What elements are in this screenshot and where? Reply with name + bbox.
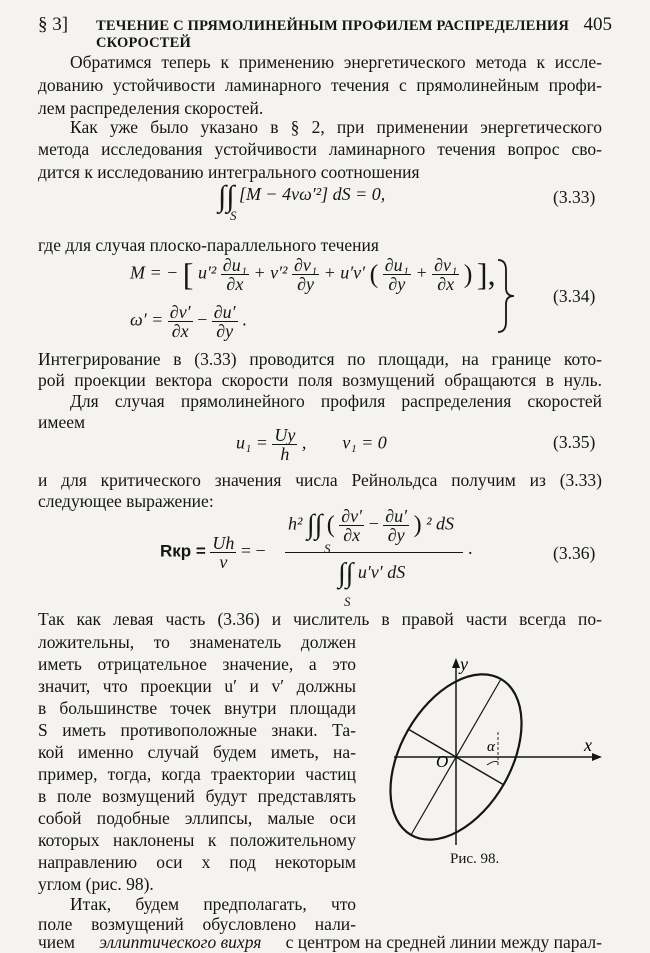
denominator: ∂x: [437, 274, 455, 294]
equation-number: (3.33): [553, 187, 596, 207]
term: + u′v′: [323, 262, 370, 283]
term: + v′²: [253, 262, 292, 283]
equation-3-33: [218, 178, 385, 228]
equation-3-36-denominator: [338, 558, 406, 609]
fraction: [212, 303, 238, 340]
numerator: ∂v₁: [293, 255, 318, 275]
text-line: S иметь противоположные знаки. Та-: [38, 720, 356, 740]
text-line: собой подобные эллипсы, малые оси: [38, 808, 356, 828]
text-line: лем распределения скоростей.: [38, 98, 264, 118]
fraction-bar: [285, 552, 463, 553]
denominator: ∂x: [226, 274, 244, 294]
fraction: [210, 534, 236, 571]
equation-3-34-omega: [130, 303, 247, 340]
text-line: кой именно случай будем иметь, на-: [38, 742, 356, 762]
denominator: ν: [219, 552, 228, 572]
bracket: [: [182, 256, 194, 292]
numerator: ∂u′: [213, 302, 236, 322]
text-line: дованию устойчивости ламинарного течения с прямолинейным профи-: [38, 75, 602, 95]
numerator: ∂v′: [169, 302, 191, 322]
denominator: ∂x: [171, 321, 189, 341]
text-line: значит, что проекции u′ и v′ должны: [38, 676, 356, 696]
label-origin: O: [436, 752, 449, 771]
fraction: [221, 256, 249, 293]
text-line: Интегрирование в (3.33) проводится по площади, на границе кото-: [38, 349, 602, 369]
term: u′²: [197, 262, 221, 283]
text-line: метода исследования устойчивости ламинарного течения вопрос сво-: [38, 139, 602, 159]
lhs: Rкр =: [160, 541, 206, 561]
text-line: Для случая прямолинейного профиля распределения скоростей: [70, 391, 602, 411]
integral-subscript: S: [230, 208, 237, 223]
operator: −: [197, 309, 212, 330]
text-line: рой проекции вектора скорости поля возмущений обращаются в нуль.: [38, 370, 602, 390]
italic-term: эллиптического вихря: [99, 932, 262, 952]
fraction: [292, 256, 319, 293]
numerator: ∂u′: [385, 506, 408, 526]
text-line: которых наклонены к положительному: [38, 830, 356, 850]
integrand: [M − 4νω′²] dS = 0,: [238, 184, 386, 204]
denominator: ∂y: [216, 321, 234, 341]
text-line: в поле возмущений будут представлять: [38, 786, 356, 806]
fraction: [432, 256, 459, 293]
paren: ): [463, 259, 473, 289]
text-line: Итак, будем предполагать, что: [70, 894, 356, 914]
label-x: x: [584, 735, 592, 755]
numerator: ∂v₁: [434, 255, 458, 275]
equation-3-35: [236, 426, 387, 463]
text-line: ложительны, то знаменатель должен: [38, 632, 356, 652]
integral-subscript: S: [324, 541, 331, 556]
text-line: Обратимся теперь к применению энергетического метода к иссле-: [70, 52, 602, 72]
paren: ): [413, 512, 422, 538]
double-integral-sign: ∫∫: [338, 558, 354, 589]
double-integral-sign: ∫∫: [218, 180, 235, 213]
period: .: [242, 309, 247, 330]
denominator: ∂y: [388, 274, 406, 294]
running-title: ТЕЧЕНИЕ С ПРЯМОЛИНЕЙНЫМ ПРОФИЛЕМ РАСПРЕДЕЛЕНИЯ СКОРОСТЕЙ: [96, 18, 570, 51]
operator: −: [368, 513, 384, 534]
alpha-arc: [487, 761, 498, 765]
numerator: ∂u₁: [222, 255, 247, 275]
text-line: иметь отрицательное значение, а это: [38, 654, 356, 674]
text-line: пример, тогда, когда траектории частиц: [38, 764, 356, 784]
text-line: углом (рис. 98).: [38, 874, 154, 894]
double-integral-sign: ∫∫: [306, 509, 323, 541]
numerator: ∂u₁: [384, 255, 409, 275]
equation-3-34-M: [130, 256, 496, 293]
h-squared: h²: [288, 513, 303, 534]
denominator: ∂y: [297, 274, 314, 294]
numerator: Uh: [212, 533, 235, 553]
equation-number: (3.35): [553, 432, 596, 452]
fraction: [168, 303, 193, 340]
text-line: поле возмущений обусловлено нали-: [38, 914, 356, 934]
label-y: y: [460, 654, 468, 674]
text-line: где для случая плоско-параллельного течения: [38, 235, 379, 255]
denominator: ∂y: [387, 525, 405, 545]
equation-3-36-numerator: [288, 506, 454, 556]
fraction: [383, 256, 411, 293]
v-part: , v₁ = 0: [301, 432, 387, 453]
running-header: [38, 14, 612, 51]
bracket-end: ],: [476, 256, 496, 292]
denominator: ∂x: [343, 525, 361, 545]
tail: ² dS: [426, 513, 454, 534]
x-arrow: [592, 753, 602, 761]
equation-3-36-lhs: [160, 534, 266, 571]
y-arrow: [452, 658, 460, 668]
figure-98: [370, 650, 610, 875]
text-span: чием: [38, 932, 80, 952]
text-line: следующее выражение:: [38, 491, 214, 511]
text-line: Так как левая часть (3.36) и числитель в правой части всегда по-: [38, 609, 602, 629]
page-number: 405: [583, 14, 612, 35]
text-line: в большинстве точек внутри площади: [38, 698, 356, 718]
section-ref: § 3]: [38, 14, 69, 35]
paren: (: [326, 512, 335, 538]
period: .: [468, 538, 473, 558]
integral-subscript: S: [344, 594, 351, 609]
right-brace: [495, 258, 517, 334]
fraction: [383, 507, 409, 544]
equation-number: (3.34): [553, 286, 596, 306]
numerator: ∂v′: [341, 506, 363, 526]
numerator: Uy: [274, 425, 296, 445]
text-line: имеем: [38, 412, 86, 432]
operator: = −: [240, 540, 266, 561]
label-alpha: α: [487, 739, 495, 755]
text-line: Как уже было указано в § 2, при применении энергетического: [70, 117, 602, 137]
fraction: [272, 426, 297, 463]
denominator: h: [280, 444, 290, 464]
lhs: u₁ =: [236, 432, 268, 453]
text-line: направлению оси x под некоторым: [38, 852, 356, 872]
text-span: с центром на средней линии между парал-: [281, 932, 602, 952]
paren: (: [369, 259, 379, 289]
fraction: [339, 507, 364, 544]
lhs: M = −: [130, 262, 179, 283]
den-text: u′v′ dS: [357, 562, 406, 583]
term: +: [415, 262, 433, 283]
text-line: дится к исследованию интегрального соотношения: [38, 162, 420, 182]
equation-number: (3.36): [553, 543, 596, 563]
text-line: и для критического значения числа Рейнольдса получим из (3.33): [38, 470, 602, 490]
lhs: ω′ =: [130, 309, 164, 330]
figure-caption: Рис. 98.: [450, 851, 500, 867]
text-line-mixed: [38, 931, 602, 953]
